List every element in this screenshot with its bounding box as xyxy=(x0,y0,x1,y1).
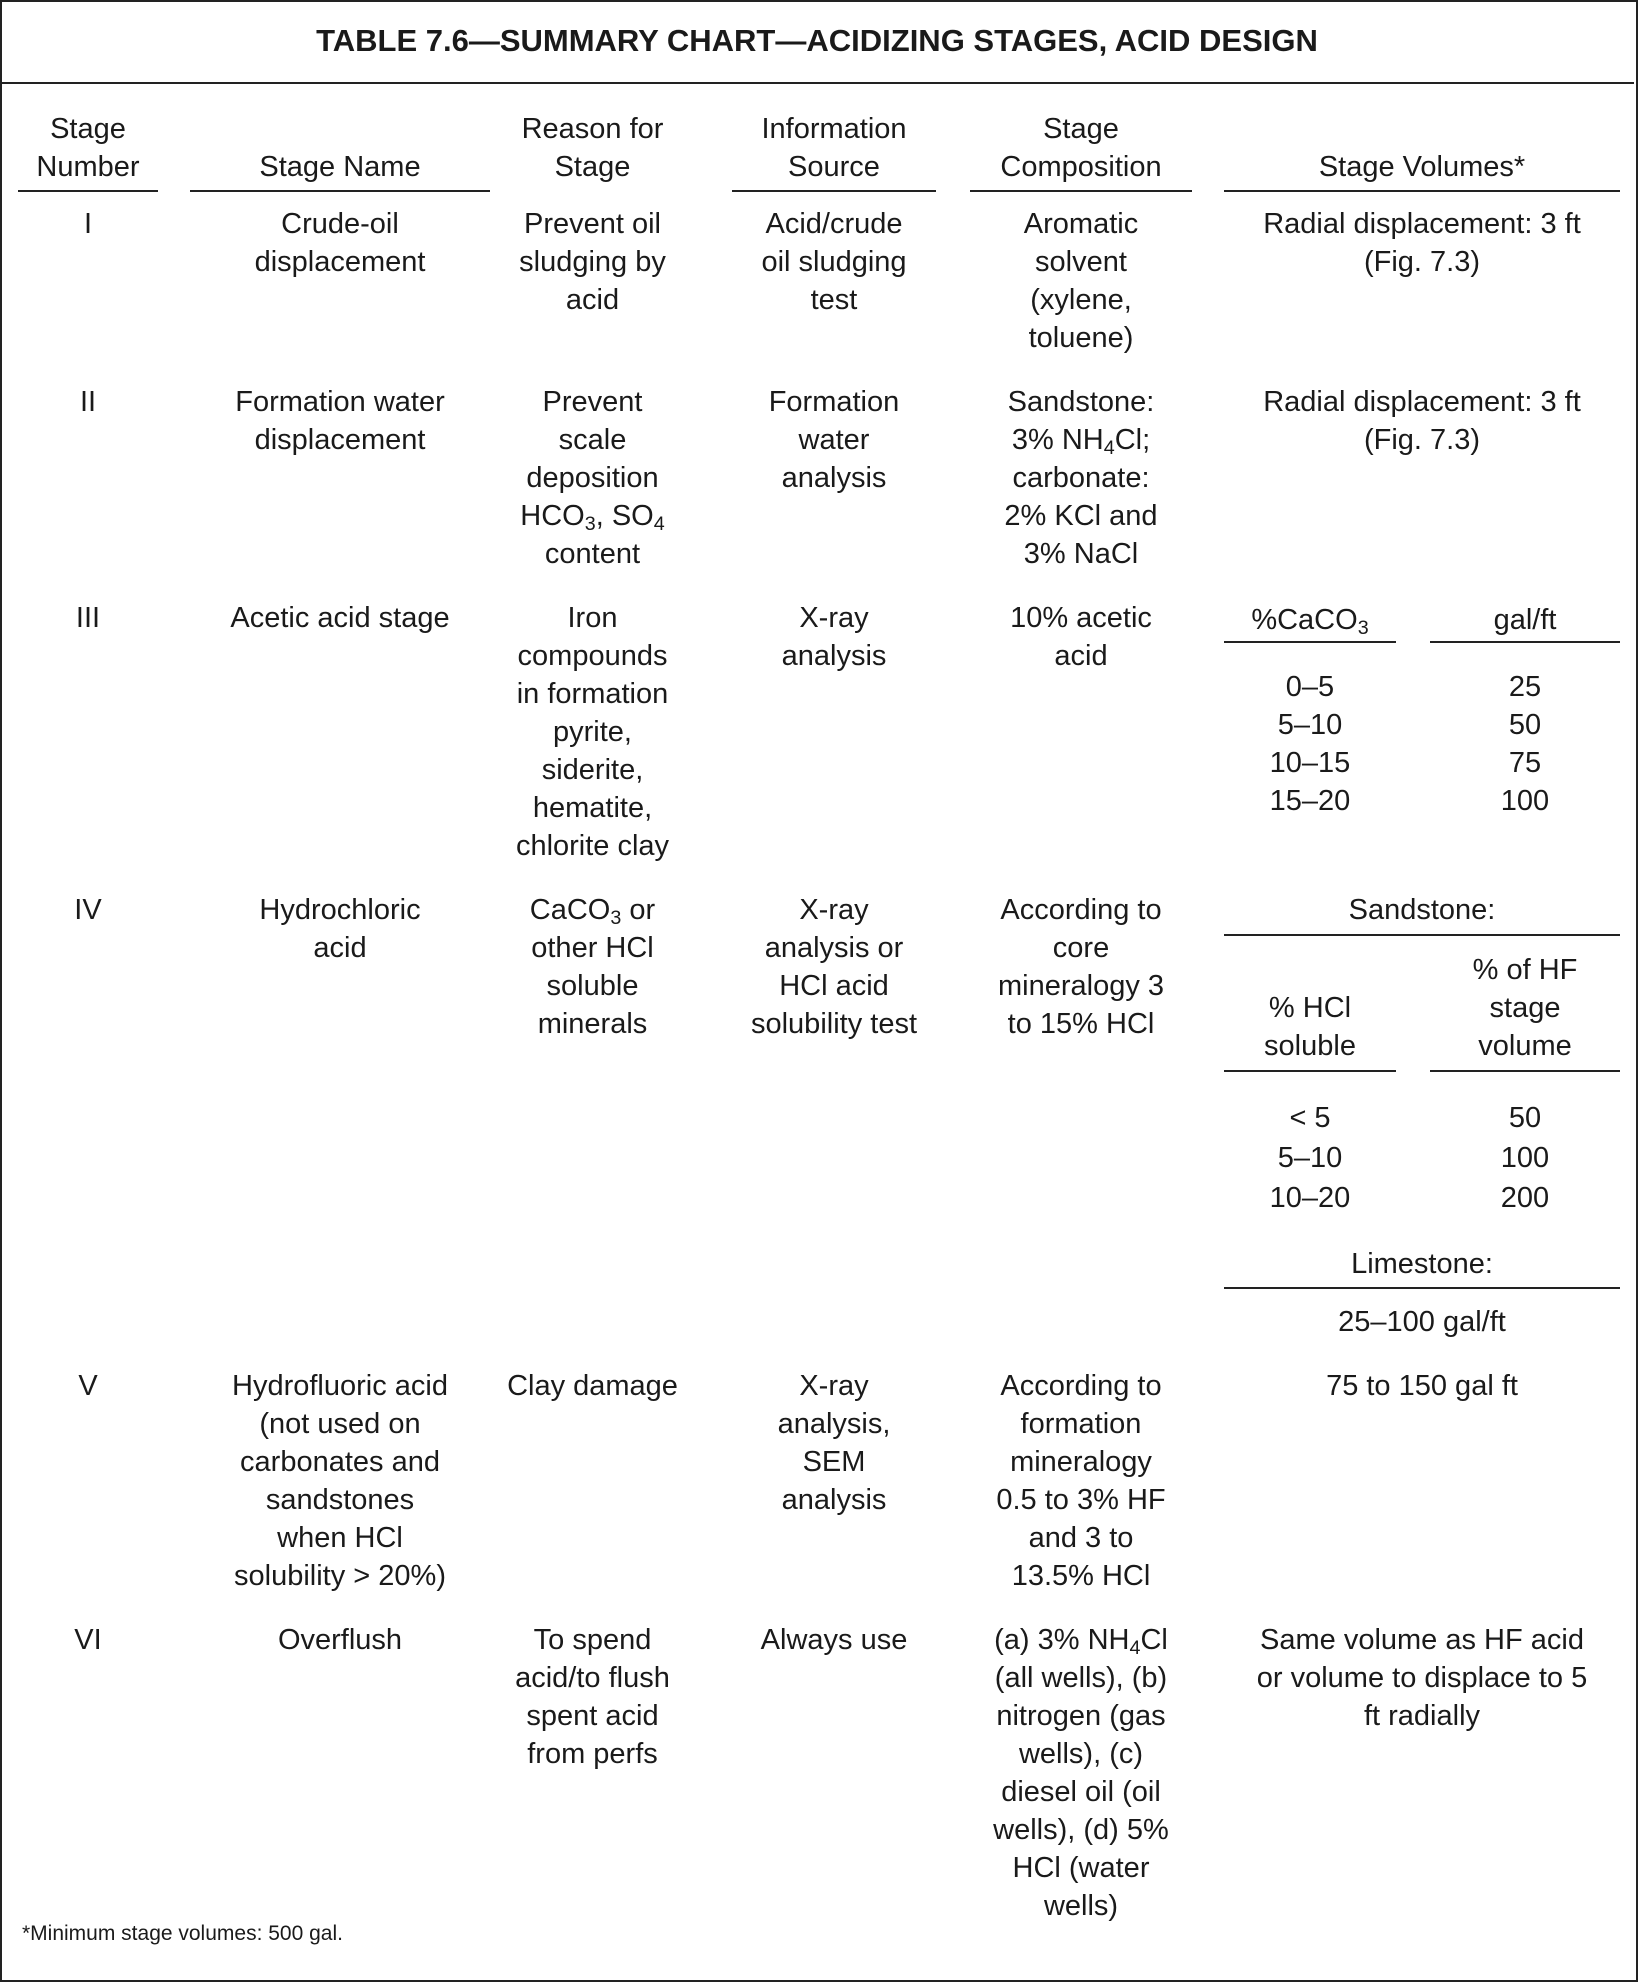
header-info-source: Information Source xyxy=(761,113,907,183)
stage-reason: Prevent scale deposition $HCO_3$, $SO_4$ content xyxy=(520,386,665,570)
volume-col2-values: 25 50 75 100 xyxy=(1500,671,1550,817)
stage-name: Formation water displacement xyxy=(235,386,445,456)
stage-composition: 10% acetic acid xyxy=(1010,602,1152,672)
volume-subtable-rule xyxy=(1224,1070,1396,1072)
volume-sandstone-label: Sandstone: xyxy=(1348,894,1496,926)
footnote: *Minimum stage volumes: 500 gal. xyxy=(22,1922,343,1945)
stage-info-source: Always use xyxy=(760,1624,908,1656)
volume-col2-values: 50 100 200 xyxy=(1500,1102,1550,1214)
stage-composition: Aromatic solvent (xylene, toluene) xyxy=(1023,208,1139,354)
header-rule xyxy=(970,190,1192,192)
stage-composition: According to core mineralogy 3 to 15% HCl xyxy=(997,894,1165,1040)
stage-number: II xyxy=(79,386,97,418)
volume-limestone-label: Limestone: xyxy=(1351,1248,1493,1280)
stage-number: III xyxy=(75,602,101,634)
stage-reason: CaCO$_3$ or other HCl soluble minerals xyxy=(529,894,656,1040)
stage-volumes: 75 to 150 gal ft xyxy=(1326,1370,1518,1402)
stage-reason: Prevent oil sludging by acid xyxy=(519,208,666,316)
volume-col1-values: 0–5 5–10 10–15 15–20 xyxy=(1269,671,1351,817)
stage-number: V xyxy=(78,1370,98,1402)
stage-name: Hydrofluoric acid (not used on carbonates and sandstones when HCl solubility > 20%) xyxy=(232,1370,448,1592)
volume-subtable-rule xyxy=(1430,1070,1620,1072)
stage-info-source: X-ray analysis xyxy=(781,602,887,672)
header-rule xyxy=(732,190,936,192)
volume-col1-values: < 5 5–10 10–20 xyxy=(1269,1102,1351,1214)
stage-name: Acetic acid stage xyxy=(230,602,450,634)
header-rule xyxy=(1224,190,1620,192)
volume-subtable-rule xyxy=(1224,641,1396,643)
stage-reason: To spend acid/to flush spent acid from perfs xyxy=(515,1624,670,1770)
volume-col1-header: %CaCO$_3$ xyxy=(1251,604,1369,639)
stage-volumes: Radial displacement: 3 ft (Fig. 7.3) xyxy=(1263,386,1581,456)
header-composition: Stage Composition xyxy=(1000,113,1162,183)
stage-info-source: Formation water analysis xyxy=(768,386,900,494)
header-stage-name: Stage Name xyxy=(259,151,421,183)
stage-name: Hydrochloric acid xyxy=(259,894,421,964)
stage-reason: Clay damage xyxy=(507,1370,678,1402)
stage-info-source: X-ray analysis or HCl acid solubility test xyxy=(750,894,917,1040)
volume-col1-header: % HCl soluble xyxy=(1264,992,1356,1062)
stage-volumes: Same volume as HF acid or volume to displace to 5 ft radially xyxy=(1256,1624,1588,1732)
stage-composition: Sandstone: 3% $NH_4Cl$; carbonate: 2% KCl and 3% NaCl xyxy=(1004,386,1158,570)
header-reason: Reason for Stage xyxy=(521,113,664,183)
header-rule xyxy=(190,190,490,192)
volume-subtable-rule xyxy=(1430,641,1620,643)
stage-volumes: Radial displacement: 3 ft (Fig. 7.3) xyxy=(1263,208,1581,278)
header-stage-volumes: Stage Volumes* xyxy=(1318,151,1526,183)
stage-number: IV xyxy=(74,894,102,926)
stage-name: Crude-oil displacement xyxy=(254,208,426,278)
header-rule xyxy=(18,190,158,192)
stage-composition: According to formation mineralogy 0.5 to 3% HF and 3 to 13.5% HCl xyxy=(996,1370,1166,1592)
stage-number: I xyxy=(83,208,93,240)
volume-subtable-rule xyxy=(1224,934,1620,936)
volume-subtable-rule xyxy=(1224,1287,1620,1289)
volume-col2-header: % of HF stage volume xyxy=(1472,954,1578,1062)
stage-info-source: Acid/crude oil sludging test xyxy=(761,208,907,316)
header-stage-number: Stage Number xyxy=(36,113,140,183)
stage-composition: (a) 3% $NH_4Cl$ (all wells), (b) nitrogen (gas wells), (c) diesel oil (oil wells), (d) 5% HCl (water wells) xyxy=(993,1624,1169,1922)
stage-name: Overflush xyxy=(277,1624,403,1656)
stage-reason: Iron compounds in formation pyrite, siderite, hematite, chlorite clay xyxy=(515,602,670,862)
table-title: TABLE 7.6—SUMMARY CHART—ACIDIZING STAGES, ACID DESIGN xyxy=(0,0,1634,84)
stage-info-source: X-ray analysis, SEM analysis xyxy=(777,1370,891,1516)
volume-limestone-value: 25–100 gal/ft xyxy=(1338,1306,1506,1338)
stage-number: VI xyxy=(74,1624,102,1656)
volume-col2-header: gal/ft xyxy=(1493,604,1557,636)
